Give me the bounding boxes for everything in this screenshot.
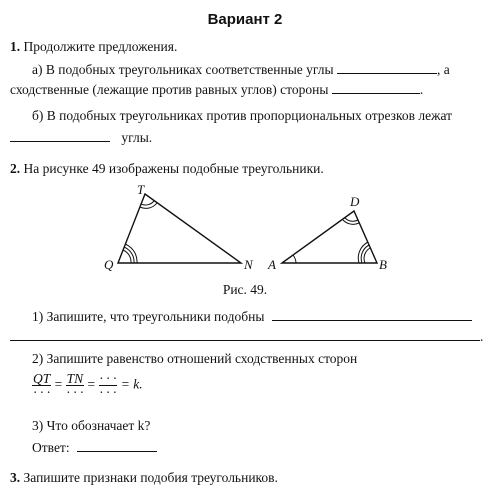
question-1-number: 1.: [10, 39, 21, 54]
question-1a-text: а) В подобных треугольниках соответственные углы: [32, 62, 334, 77]
question-2-sub1-text: 1) Запишите, что треугольники подобны: [32, 309, 265, 324]
answer-line: [32, 439, 157, 456]
question-3-heading: [10, 470, 278, 486]
question-1a-period: .: [419, 82, 424, 97]
label-d: D: [350, 194, 360, 209]
question-2-heading: [10, 161, 324, 177]
answer-blank-1a-angles[interactable]: [337, 61, 437, 74]
similar-triangles-figure: [0, 180, 490, 280]
question-1a-line1: [32, 61, 450, 78]
answer-label: Ответ:: [32, 440, 70, 455]
question-2-sub2: 2) Запишите равенство отношений сходственных сторон: [32, 351, 358, 366]
triangle-qtn: [118, 194, 241, 263]
equals-sign-2: =: [87, 376, 96, 392]
question-1-heading: [10, 39, 177, 55]
angle-mark-b-1: [364, 248, 370, 263]
page-title: Вариант 2: [207, 11, 283, 28]
angle-mark-d-1: [345, 218, 358, 221]
label-q: Q: [104, 257, 114, 272]
figure-caption: Рис. 49.: [222, 282, 268, 297]
question-1b-line1: б) В подобных треугольниках против пропорциональных отрезков лежат: [32, 108, 452, 123]
angle-mark-a: [293, 255, 296, 263]
proportion-formula: [32, 372, 143, 399]
fraction-tn: $\frac{TN}{\cdot \cdot \cdot}$: [66, 371, 84, 400]
answer-blank-1b[interactable]: [10, 129, 110, 142]
angle-mark-b-3: [358, 242, 368, 263]
angle-mark-q-1: [123, 250, 131, 263]
equals-k: = k.: [120, 376, 143, 392]
answer-blank-1a-sides[interactable]: [332, 81, 420, 94]
label-b: B: [379, 257, 387, 272]
question-1a-text-2: сходственные (лежащие против равных углов) стороны: [10, 82, 329, 97]
question-1a-comma: , а: [436, 62, 450, 77]
label-a: A: [268, 257, 276, 272]
equals-sign-1: =: [54, 376, 63, 392]
fraction-qt: $\frac{QT}{\cdot \cdot \cdot}$: [33, 371, 51, 400]
angle-mark-t-2: [140, 203, 157, 208]
question-2-sub1: [32, 308, 472, 325]
question-1b-line2: [10, 129, 152, 146]
angle-mark-t-1: [141, 201, 154, 205]
label-n: N: [244, 257, 253, 272]
label-t: T: [137, 182, 145, 197]
fraction-blank[interactable]: $\frac{\cdot \cdot \cdot}{\cdot \cdot \cdot}$: [99, 371, 117, 400]
question-3-text: Запишите признаки подобия треугольников.: [23, 470, 278, 485]
answer-blank-2-1-continued[interactable]: [10, 328, 480, 341]
question-2-number: 2.: [10, 161, 21, 176]
triangle-adb: [282, 211, 377, 263]
question-1a-line2: [10, 81, 423, 98]
question-1b-end: углы.: [121, 130, 153, 145]
question-2-sub1-line2: [10, 328, 483, 345]
question-2-sub1-period: .: [480, 329, 484, 344]
question-2-sub3: 3) Что обозначает k?: [32, 418, 151, 433]
question-2-text: На рисунке 49 изображены подобные треугольники.: [23, 161, 324, 176]
question-1-text: Продолжите предложения.: [23, 39, 178, 54]
question-3-number: 3.: [10, 470, 21, 485]
answer-blank-2-3[interactable]: [77, 439, 157, 452]
answer-blank-2-1[interactable]: [272, 308, 472, 321]
